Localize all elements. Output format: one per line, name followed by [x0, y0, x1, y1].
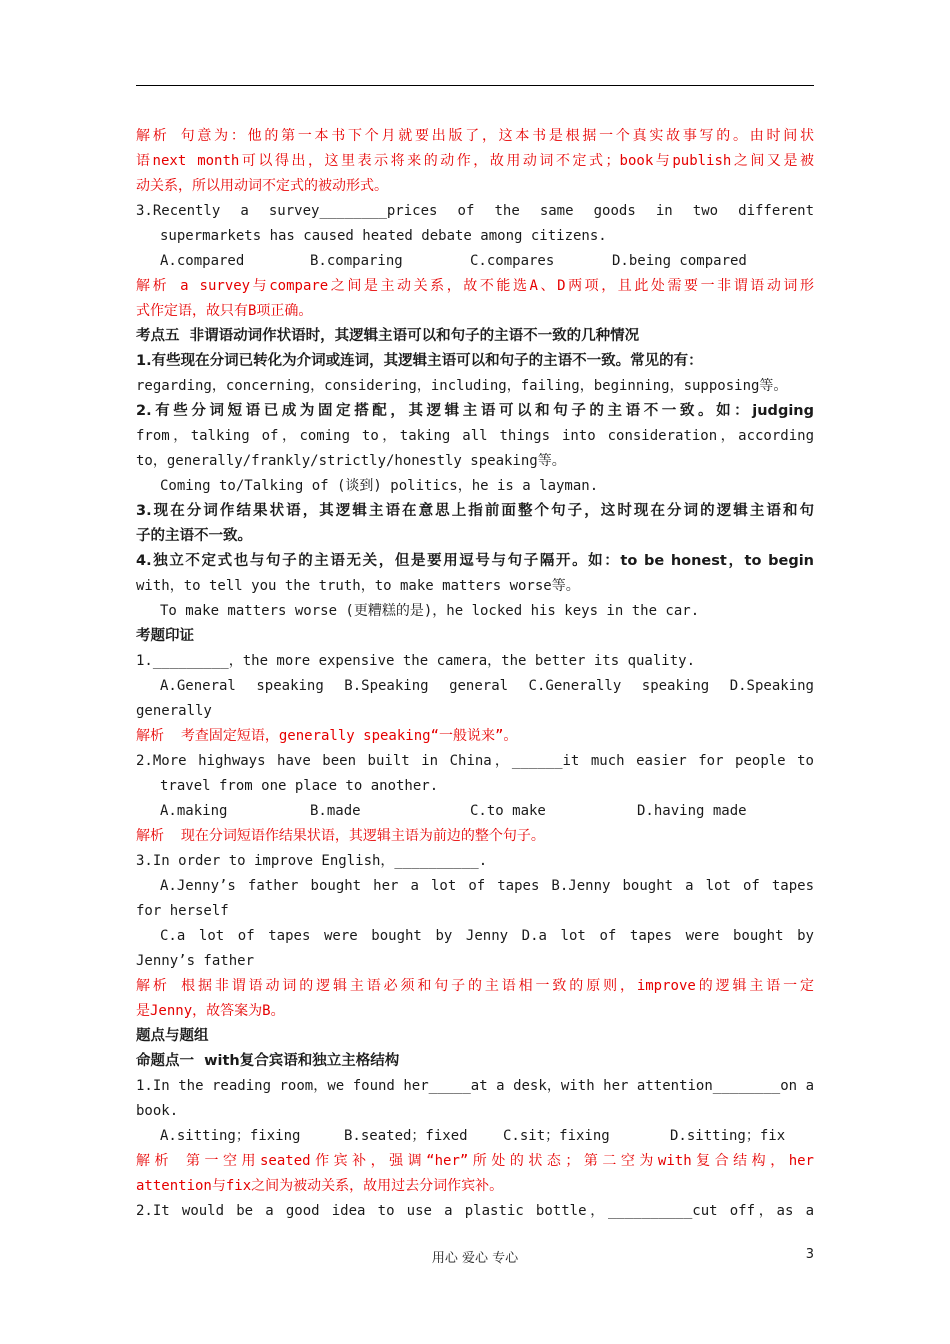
analysis-line: 解析 现在分词短语作结果状语，其逻辑主语为前边的整个句子。 [136, 828, 545, 844]
answer-option: D.sitting；fix [670, 1128, 786, 1144]
heading-line: 考点五 非谓语动词作状语时，其逻辑主语可以和句子的主语不一致的几种情况 [136, 328, 640, 344]
text-line: generally [136, 703, 212, 719]
answer-option: A.making [160, 803, 228, 819]
text-line: for herself [136, 903, 229, 919]
text-line: To make matters worse (更糟糕的是)，he locked his keys in the car. [160, 603, 700, 619]
header-rule [136, 85, 814, 86]
analysis-line: 语next month可以得出，这里表示将来的动作，故用动词不定式；book与publish之间又是被 [136, 153, 814, 169]
text-line: Jenny’s father [136, 953, 255, 969]
document-body [136, 124, 814, 1224]
answer-option: D.being compared [612, 253, 747, 269]
analysis-line: 式作定语，故只有B项正确。 [136, 303, 313, 319]
answer-options [136, 249, 814, 274]
text-line: with，to tell you the truth，to make matters worse等。 [136, 578, 580, 594]
page-footer [136, 1247, 814, 1267]
text-line: to，generally/frankly/strictly/honestly speaking等。 [136, 453, 566, 469]
answer-option: C.to make [470, 803, 546, 819]
heading-line: 3.现在分词作结果状语，其逻辑主语在意思上指前面整个句子，这时现在分词的逻辑主语和句 [136, 503, 814, 519]
heading-line: 命题点一 with复合宾语和独立主格结构 [136, 1053, 400, 1069]
text-line: C.a lot of tapes were bought by Jenny D.a lot of tapes were bought by [160, 928, 814, 944]
answer-options [136, 1124, 814, 1149]
analysis-line: 解析 a survey与compare之间是主动关系，故不能选A、D两项，且此处需要一非谓语动词形 [136, 278, 814, 294]
heading-line: 4.独立不定式也与句子的主语无关，但是要用逗号与句子隔开。如：to be honest，to begin [136, 553, 814, 569]
analysis-line: 解析 考查固定短语，generally speaking“一般说来”。 [136, 728, 518, 744]
text-line: book. [136, 1103, 179, 1119]
text-line: Coming to/Talking of (谈到) politics，he is a layman. [160, 478, 599, 494]
page-number: 3 [805, 1247, 814, 1262]
analysis-line: 动关系，所以用动词不定式的被动形式。 [136, 178, 388, 194]
text-line: 1.In the reading room，we found her_____at a desk，with her attention________on a [136, 1078, 814, 1094]
text-line: regarding，concerning，considering，including，failing，beginning，supposing等。 [136, 378, 788, 394]
heading-line: 2.有些分词短语已成为固定搭配，其逻辑主语可以和句子的主语不一致。如：judging [136, 403, 814, 419]
answer-option: B.comparing [310, 253, 403, 269]
text-line: 2.It would be a good idea to use a plastic bottle，__________cut off，as a [136, 1203, 814, 1219]
text-line: A.Jenny’s father bought her a lot of tapes B.Jenny bought a lot of tapes [160, 878, 814, 894]
text-line: 2.More highways have been built in China，______it much easier for people to [136, 753, 814, 769]
analysis-line: 解析 句意为：他的第一本书下个月就要出版了，这本书是根据一个真实故事写的。由时间状 [136, 128, 814, 144]
text-line: 3.In order to improve English，__________. [136, 853, 488, 869]
footer-motto: 用心 爱心 专心 [431, 1251, 519, 1266]
heading-line: 1.有些现在分词已转化为介词或连词，其逻辑主语可以和句子的主语不一致。常见的有： [136, 353, 703, 369]
analysis-line: 解析 第一空用seated作宾补，强调“her”所处的状态；第二空为with复合结构，her [136, 1153, 814, 1169]
text-line: from，talking of，coming to，taking all things into consideration，according [136, 428, 814, 444]
answer-option: B.made [310, 803, 361, 819]
answer-option: A.sitting；fixing [160, 1128, 301, 1144]
analysis-line: 是Jenny，故答案为B。 [136, 1003, 285, 1019]
text-line: A.General speaking B.Speaking general C.Generally speaking D.Speaking [160, 678, 814, 694]
answer-option: A.compared [160, 253, 245, 269]
answer-option: D.having made [637, 803, 747, 819]
text-line: supermarkets has caused heated debate among citizens. [160, 228, 607, 244]
heading-line: 题点与题组 [136, 1028, 209, 1044]
answer-options [136, 799, 814, 824]
answer-option: C.sit；fixing [503, 1128, 610, 1144]
answer-option: C.compares [470, 253, 555, 269]
heading-line: 子的主语不一致。 [136, 528, 252, 544]
text-line: travel from one place to another. [160, 778, 439, 794]
analysis-line: attention与fix之间为被动关系，故用过去分词作宾补。 [136, 1178, 504, 1194]
answer-option: B.seated；fixed [344, 1128, 468, 1144]
text-line: 3.Recently a survey________prices of the same goods in two different [136, 203, 814, 219]
text-line: 1._________，the more expensive the camera，the better its quality. [136, 653, 696, 669]
analysis-line: 解析 根据非谓语动词的逻辑主语必须和句子的主语相一致的原则，improve的逻辑主语一定 [136, 978, 814, 994]
heading-line: 考题印证 [136, 628, 194, 644]
